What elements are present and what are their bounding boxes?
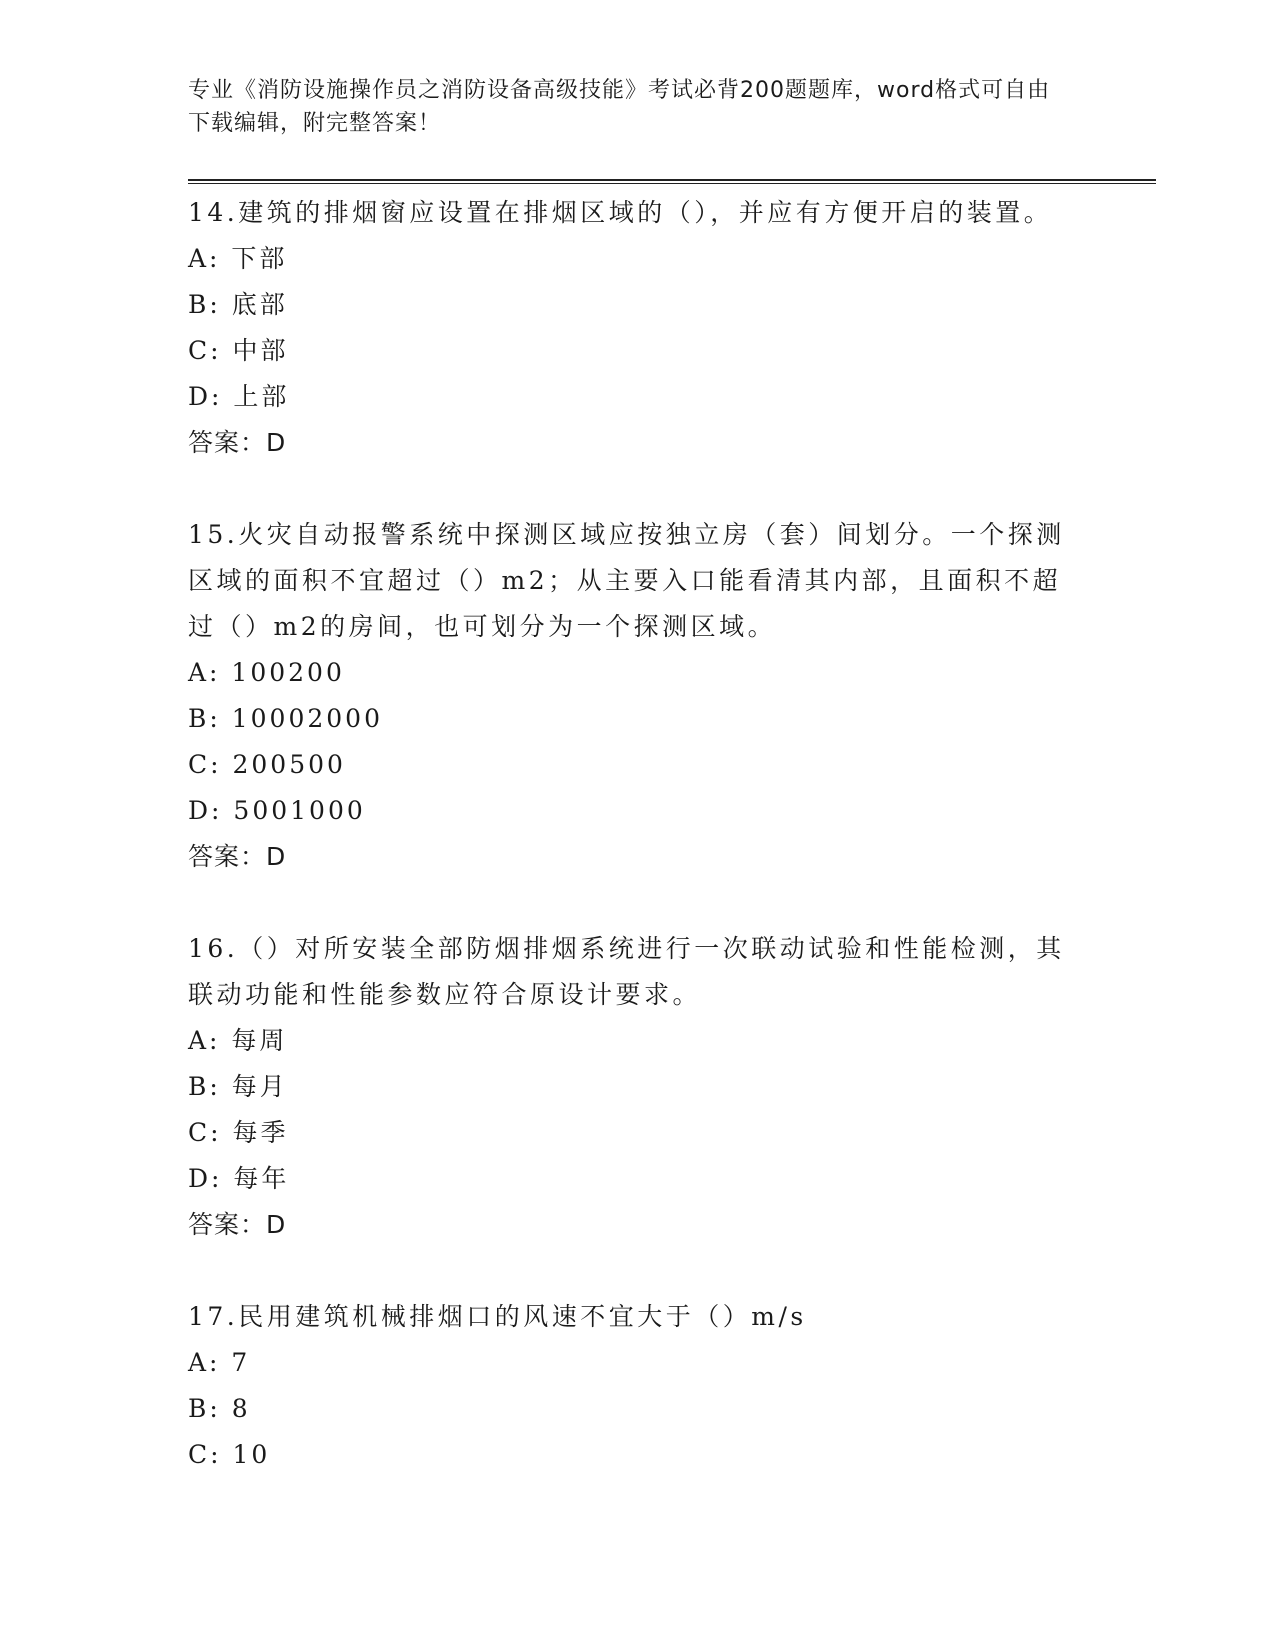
- question-stem: 16.（）对所安装全部防烟排烟系统进行一次联动试验和性能检测，其联动功能和性能参数应符合原设计要求。: [188, 934, 1065, 1009]
- option-c: C: 中部: [188, 336, 289, 365]
- question-stem: 14.建筑的排烟窗应设置在排烟区域的（），并应有方便开启的装置。: [188, 198, 1053, 227]
- option-b: B: 10002000: [188, 704, 383, 733]
- option-d: D: 5001000: [188, 796, 366, 825]
- option-a: A: 下部: [188, 244, 288, 273]
- answer: 答案：D: [188, 1210, 287, 1239]
- option-b: B: 8: [188, 1394, 251, 1423]
- option-a: A: 每周: [188, 1026, 288, 1055]
- question-15: [188, 512, 1088, 880]
- option-d: D: 上部: [188, 382, 290, 411]
- answer: 答案：D: [188, 428, 287, 457]
- question-14: [188, 190, 1088, 466]
- option-d: D: 每年: [188, 1164, 290, 1193]
- question-16: [188, 926, 1088, 1248]
- answer: 答案：D: [188, 842, 287, 871]
- header-divider: [188, 179, 1156, 184]
- option-a: A: 7: [188, 1348, 251, 1377]
- option-b: B: 每月: [188, 1072, 288, 1101]
- option-b: B: 底部: [188, 290, 288, 319]
- option-c: C: 每季: [188, 1118, 289, 1147]
- option-c: C: 10: [188, 1440, 271, 1469]
- question-stem: 15.火灾自动报警系统中探测区域应按独立房（套）间划分。一个探测区域的面积不宜超过（）m2；从主要入口能看清其内部，且面积不超过（）m2的房间，也可划分为一个探测区域。: [188, 520, 1065, 641]
- question-list: [188, 190, 1088, 1478]
- question-17: [188, 1294, 1088, 1478]
- document-header: 专业《消防设施操作员之消防设备高级技能》考试必背200题题库，word格式可自由下载编辑，附完整答案！: [188, 78, 1051, 136]
- option-c: C: 200500: [188, 750, 346, 779]
- option-a: A: 100200: [188, 658, 345, 687]
- question-stem: 17.民用建筑机械排烟口的风速不宜大于（）m/s: [188, 1302, 807, 1331]
